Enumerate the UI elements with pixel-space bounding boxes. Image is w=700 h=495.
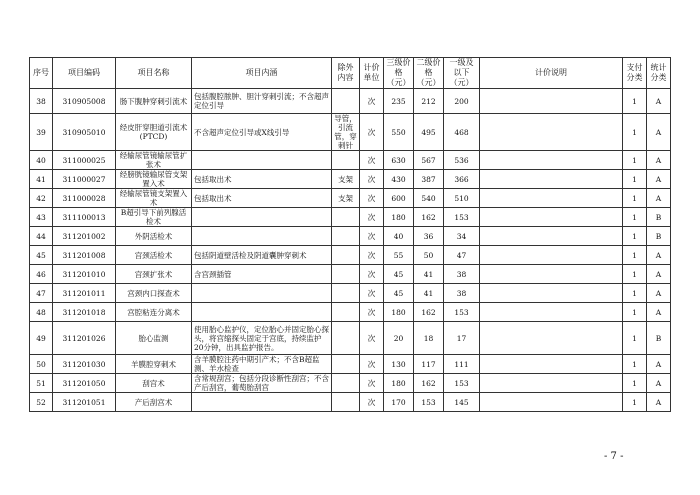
table-row — [30, 208, 671, 227]
cell-stat-class: A — [647, 89, 671, 114]
cell-note — [480, 355, 623, 374]
cell-seq: 44 — [30, 227, 53, 246]
cell-content: 含羊膜腔注药中期引产术；不含B超监测、羊水检查 — [192, 355, 332, 374]
cell-pay-class: 1 — [623, 303, 647, 322]
table-row — [30, 114, 671, 151]
cell-name: 经输尿管镜支架置入术 — [116, 189, 192, 208]
header-code: 项目编码 — [53, 58, 116, 89]
cell-price-l2: 540 — [414, 189, 444, 208]
table-row — [30, 355, 671, 374]
cell-unit: 次 — [360, 246, 384, 265]
cell-content — [192, 284, 332, 303]
cell-stat-class: A — [647, 284, 671, 303]
cell-name: 宫颈活检术 — [116, 246, 192, 265]
cell-seq: 38 — [30, 89, 53, 114]
cell-seq: 51 — [30, 374, 53, 393]
cell-price-l3: 550 — [384, 114, 414, 151]
header-price-l1: 一级及以下（元） — [444, 58, 480, 89]
cell-content — [192, 208, 332, 227]
cell-excluded — [332, 265, 360, 284]
cell-pay-class: 1 — [623, 151, 647, 170]
cell-seq: 39 — [30, 114, 53, 151]
cell-seq: 50 — [30, 355, 53, 374]
cell-excluded — [332, 151, 360, 170]
cell-price-l2: 162 — [414, 303, 444, 322]
cell-seq: 52 — [30, 393, 53, 412]
cell-stat-class: B — [647, 227, 671, 246]
cell-price-l3: 170 — [384, 393, 414, 412]
cell-price-l1: 145 — [444, 393, 480, 412]
cell-excluded — [332, 322, 360, 355]
cell-stat-class: A — [647, 393, 671, 412]
cell-pay-class: 1 — [623, 355, 647, 374]
cell-excluded — [332, 89, 360, 114]
table-row — [30, 393, 671, 412]
cell-name: 刮宫术 — [116, 374, 192, 393]
cell-seq: 45 — [30, 246, 53, 265]
cell-seq: 49 — [30, 322, 53, 355]
cell-price-l2: 162 — [414, 374, 444, 393]
cell-stat-class: A — [647, 114, 671, 151]
cell-pay-class: 1 — [623, 284, 647, 303]
table-row — [30, 170, 671, 189]
cell-name: 宫颈内口探查术 — [116, 284, 192, 303]
cell-price-l2: 50 — [414, 246, 444, 265]
cell-pay-class: 1 — [623, 189, 647, 208]
cell-stat-class: B — [647, 322, 671, 355]
cell-price-l1: 153 — [444, 374, 480, 393]
cell-pay-class: 1 — [623, 208, 647, 227]
header-price-l3: 三级价格（元） — [384, 58, 414, 89]
cell-price-l2: 212 — [414, 89, 444, 114]
cell-note — [480, 284, 623, 303]
cell-price-l1: 153 — [444, 208, 480, 227]
cell-seq: 46 — [30, 265, 53, 284]
table-header — [30, 58, 671, 89]
cell-excluded — [332, 227, 360, 246]
cell-excluded — [332, 374, 360, 393]
cell-stat-class: A — [647, 374, 671, 393]
cell-excluded: 支架 — [332, 170, 360, 189]
cell-code: 311201030 — [53, 355, 116, 374]
cell-unit: 次 — [360, 393, 384, 412]
cell-price-l2: 117 — [414, 355, 444, 374]
cell-price-l2: 387 — [414, 170, 444, 189]
table-row — [30, 322, 671, 355]
cell-name: 羊膜腔穿刺术 — [116, 355, 192, 374]
cell-price-l1: 47 — [444, 246, 480, 265]
cell-note — [480, 151, 623, 170]
cell-price-l3: 430 — [384, 170, 414, 189]
cell-code: 311201011 — [53, 284, 116, 303]
table-row — [30, 303, 671, 322]
cell-price-l3: 45 — [384, 265, 414, 284]
cell-content: 包括取出术 — [192, 170, 332, 189]
cell-price-l3: 20 — [384, 322, 414, 355]
cell-price-l3: 180 — [384, 374, 414, 393]
cell-note — [480, 227, 623, 246]
cell-note — [480, 322, 623, 355]
cell-note — [480, 246, 623, 265]
cell-price-l2: 162 — [414, 208, 444, 227]
cell-code: 311201010 — [53, 265, 116, 284]
header-unit: 计价单位 — [360, 58, 384, 89]
cell-stat-class: B — [647, 208, 671, 227]
table-row — [30, 246, 671, 265]
cell-stat-class: A — [647, 303, 671, 322]
cell-unit: 次 — [360, 114, 384, 151]
cell-pay-class: 1 — [623, 246, 647, 265]
header-row — [30, 58, 671, 89]
cell-note — [480, 303, 623, 322]
cell-content — [192, 151, 332, 170]
cell-unit: 次 — [360, 208, 384, 227]
cell-code: 311201051 — [53, 393, 116, 412]
cell-price-l1: 536 — [444, 151, 480, 170]
table-row — [30, 227, 671, 246]
cell-price-l1: 38 — [444, 265, 480, 284]
cell-price-l2: 18 — [414, 322, 444, 355]
cell-seq: 43 — [30, 208, 53, 227]
cell-unit: 次 — [360, 227, 384, 246]
cell-name: 胎心监测 — [116, 322, 192, 355]
cell-stat-class: A — [647, 151, 671, 170]
cell-content: 包括阴道壁活检及阴道囊肿穿刺术 — [192, 246, 332, 265]
cell-price-l2: 41 — [414, 284, 444, 303]
cell-unit: 次 — [360, 322, 384, 355]
cell-price-l3: 130 — [384, 355, 414, 374]
header-stat-class: 统计分类 — [647, 58, 671, 89]
cell-price-l2: 41 — [414, 265, 444, 284]
cell-stat-class: A — [647, 170, 671, 189]
table-row — [30, 374, 671, 393]
cell-pay-class: 1 — [623, 89, 647, 114]
cell-price-l1: 34 — [444, 227, 480, 246]
cell-content — [192, 227, 332, 246]
cell-price-l1: 17 — [444, 322, 480, 355]
cell-code: 311100013 — [53, 208, 116, 227]
cell-unit: 次 — [360, 89, 384, 114]
cell-price-l1: 38 — [444, 284, 480, 303]
header-pay-class: 支付分类 — [623, 58, 647, 89]
cell-unit: 次 — [360, 284, 384, 303]
cell-code: 310905008 — [53, 89, 116, 114]
cell-content: 包括腹腔脓肿、胆汁穿刺引流；不含超声定位引导 — [192, 89, 332, 114]
cell-price-l3: 45 — [384, 284, 414, 303]
header-seq: 序号 — [30, 58, 53, 89]
cell-content: 包括取出术 — [192, 189, 332, 208]
cell-excluded — [332, 284, 360, 303]
cell-unit: 次 — [360, 189, 384, 208]
cell-note — [480, 374, 623, 393]
cell-code: 311201050 — [53, 374, 116, 393]
header-excluded: 除外内容 — [332, 58, 360, 89]
cell-seq: 42 — [30, 189, 53, 208]
cell-name: 宫腔粘连分离术 — [116, 303, 192, 322]
cell-name: 经膀胱镜输尿管支架置入术 — [116, 170, 192, 189]
cell-content: 不含超声定位引导或X线引导 — [192, 114, 332, 151]
table-row — [30, 151, 671, 170]
cell-note — [480, 89, 623, 114]
cell-stat-class: A — [647, 246, 671, 265]
cell-excluded: 支架 — [332, 189, 360, 208]
cell-seq: 47 — [30, 284, 53, 303]
cell-note — [480, 189, 623, 208]
cell-note — [480, 265, 623, 284]
cell-code: 311000025 — [53, 151, 116, 170]
cell-stat-class: A — [647, 355, 671, 374]
cell-unit: 次 — [360, 151, 384, 170]
cell-note — [480, 393, 623, 412]
header-price-l2: 二级价格（元） — [414, 58, 444, 89]
cell-code: 311201002 — [53, 227, 116, 246]
header-content: 项目内涵 — [192, 58, 332, 89]
cell-unit: 次 — [360, 170, 384, 189]
cell-price-l2: 36 — [414, 227, 444, 246]
cell-pay-class: 1 — [623, 322, 647, 355]
cell-name: B超引导下前列腺活检术 — [116, 208, 192, 227]
cell-seq: 41 — [30, 170, 53, 189]
cell-price-l2: 567 — [414, 151, 444, 170]
cell-price-l1: 111 — [444, 355, 480, 374]
cell-price-l1: 468 — [444, 114, 480, 151]
cell-content: 含宫颈插管 — [192, 265, 332, 284]
cell-price-l2: 495 — [414, 114, 444, 151]
cell-name: 经输尿管镜输尿管扩张术 — [116, 151, 192, 170]
header-note: 计价说明 — [480, 58, 623, 89]
cell-price-l3: 55 — [384, 246, 414, 265]
cell-code: 310905010 — [53, 114, 116, 151]
cell-content: 含常规刮宫；包括分段诊断性刮宫；不含产后刮宫，葡萄胎刮宫 — [192, 374, 332, 393]
cell-excluded — [332, 208, 360, 227]
cell-excluded — [332, 355, 360, 374]
cell-code: 311000028 — [53, 189, 116, 208]
cell-unit: 次 — [360, 303, 384, 322]
cell-stat-class: A — [647, 265, 671, 284]
cell-price-l3: 180 — [384, 303, 414, 322]
cell-pay-class: 1 — [623, 393, 647, 412]
cell-price-l1: 153 — [444, 303, 480, 322]
cell-code: 311000027 — [53, 170, 116, 189]
cell-price-l3: 40 — [384, 227, 414, 246]
cell-code: 311201026 — [53, 322, 116, 355]
cell-note — [480, 114, 623, 151]
table-row — [30, 284, 671, 303]
cell-excluded: 导管，引流管，穿刺针 — [332, 114, 360, 151]
cell-price-l1: 510 — [444, 189, 480, 208]
cell-content: 使用胎心监护仪，定位胎心并固定胎心探头，将宫缩探头固定于宫底，持续监护20分钟，出具监护报告。 — [192, 322, 332, 355]
cell-name: 产后刮宫术 — [116, 393, 192, 412]
cell-note — [480, 170, 623, 189]
cell-excluded — [332, 303, 360, 322]
cell-unit: 次 — [360, 355, 384, 374]
cell-price-l2: 153 — [414, 393, 444, 412]
cell-price-l3: 235 — [384, 89, 414, 114]
cell-name: 宫颈扩张术 — [116, 265, 192, 284]
cell-pay-class: 1 — [623, 374, 647, 393]
cell-unit: 次 — [360, 265, 384, 284]
cell-code: 311201008 — [53, 246, 116, 265]
table-row — [30, 189, 671, 208]
cell-seq: 48 — [30, 303, 53, 322]
table-body — [30, 89, 671, 412]
cell-seq: 40 — [30, 151, 53, 170]
cell-stat-class: A — [647, 189, 671, 208]
cell-pay-class: 1 — [623, 170, 647, 189]
cell-pay-class: 1 — [623, 114, 647, 151]
cell-content — [192, 393, 332, 412]
cell-name: 外阴活检术 — [116, 227, 192, 246]
page-number: - 7 - — [604, 451, 624, 462]
cell-pay-class: 1 — [623, 265, 647, 284]
cell-price-l1: 366 — [444, 170, 480, 189]
table-row — [30, 265, 671, 284]
cell-note — [480, 208, 623, 227]
cell-name: 经皮肝穿胆道引流术(PTCD) — [116, 114, 192, 151]
cell-excluded — [332, 246, 360, 265]
cell-price-l1: 200 — [444, 89, 480, 114]
table-row — [30, 89, 671, 114]
cell-code: 311201018 — [53, 303, 116, 322]
cell-price-l3: 180 — [384, 208, 414, 227]
cell-price-l3: 630 — [384, 151, 414, 170]
cell-excluded — [332, 393, 360, 412]
cell-pay-class: 1 — [623, 227, 647, 246]
cell-unit: 次 — [360, 374, 384, 393]
fee-table — [29, 57, 671, 412]
cell-content — [192, 303, 332, 322]
cell-price-l3: 600 — [384, 189, 414, 208]
header-name: 项目名称 — [116, 58, 192, 89]
cell-name: 肠下腹肿穿刺引流术 — [116, 89, 192, 114]
